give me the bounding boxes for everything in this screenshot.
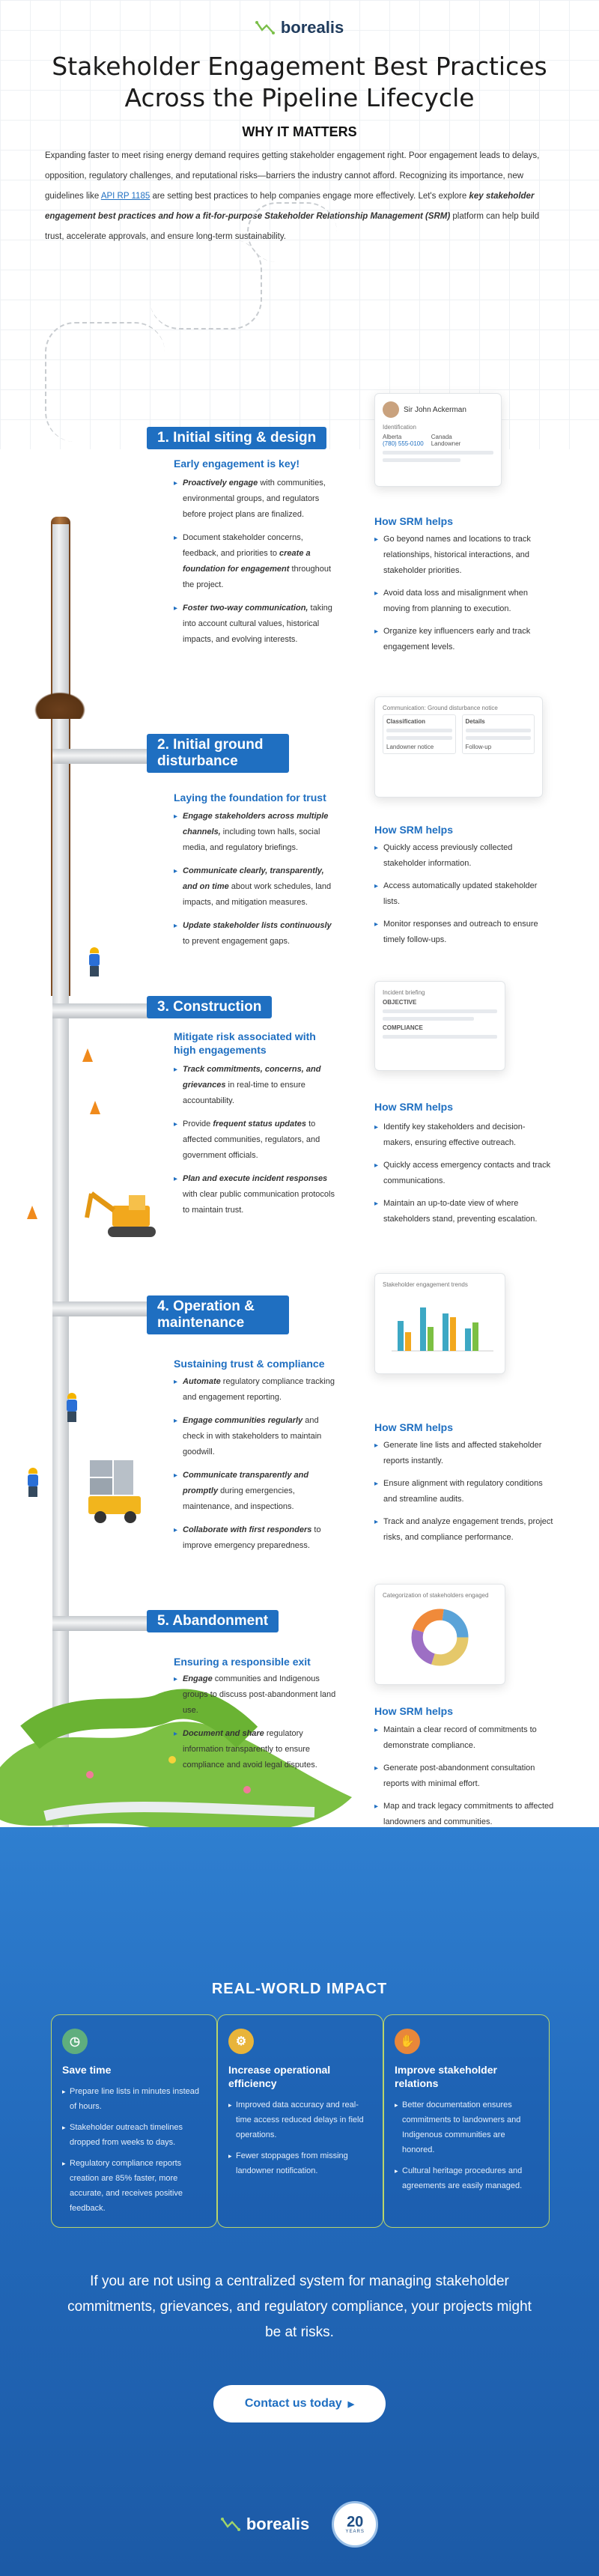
list-item: ▸ Cultural heritage procedures and agreements are easily managed. [395,2163,538,2193]
anniversary-badge [332,2501,378,2548]
impact-card-title: Save time [62,2064,112,2076]
contact-us-button[interactable] [213,2385,386,2422]
srm-help-1 [374,532,554,662]
srm-help-5 [374,1722,554,1837]
card-field-label: OBJECTIVE [383,999,417,1006]
list-item: ▸ Access automatically updated stakeholder lists. [374,878,554,910]
forklift-icon [82,1453,157,1528]
impact-card-efficiency [217,2014,383,2228]
list-item: ▸ Quickly access previously collected stakeholder information. [374,840,554,872]
donut-chart-thumbnail [404,1602,475,1673]
list-item: ▸ Maintain an up-to-date view of where stakeholders stand, preventing escalation. [374,1196,554,1227]
traffic-cone-icon [82,1048,93,1062]
impact-section [0,1827,599,2576]
footer [0,2501,599,2548]
srm-help-2 [374,840,554,955]
excavator-icon [82,1183,172,1243]
list-item: ▸ Better documentation ensures commitments to landowners and Indigenous communities are honored. [395,2097,538,2157]
badge-text: YEARS [345,2530,365,2534]
list-item: ▸ Document and share regulatory information transparently to ensure compliance and avoid legal disputes. [174,1726,338,1773]
incident-briefing-card[interactable] [374,981,505,1071]
list-item: ▸ Fewer stoppages from missing landowner notification. [228,2148,372,2178]
worker-icon [27,1468,39,1498]
field-value: (780) 555-0100 [383,440,424,447]
field-value: Landowner notice [386,744,434,750]
list-item: ▸ Avoid data loss and misalignment when moving from planning to execution. [374,586,554,617]
list-item: ▸ Engage communities regularly and check in with stakeholders to maintain goodwill. [174,1413,338,1460]
communication-record-card[interactable] [374,696,543,798]
impact-card-title: Increase operational efficiency [228,2064,331,2089]
intro-bold: key stakeholder engagement best practices and how a fit-for-purpose Stakeholder Relationship Management (SRM) [45,192,535,221]
handshake-icon: ✋ [395,2029,420,2054]
api-rp-link[interactable]: API RP 1185 [100,192,150,201]
section-bullets-5 [174,1671,338,1781]
card-title: Stakeholder engagement trends [383,1281,468,1288]
pipeline-branch-3 [52,1301,150,1316]
pipeline-branch-4 [52,1616,150,1631]
srm-help-head-5: How SRM helps [374,1705,454,1717]
list-item: ▸ Generate post-abandonment consultation reports with minimal effort. [374,1761,554,1792]
srm-help-4 [374,1438,554,1552]
list-item: ▸ Map and track legacy commitments to affected landowners and communities. [374,1799,554,1830]
intro-text-2: are setting best practices to help companies engage more effectively. Let's explore [150,192,469,201]
field-value: Canada [431,434,452,440]
card-title: Categorization of stakeholders engaged [383,1592,489,1599]
brand-logo[interactable] [0,0,599,37]
srm-help-head-2: How SRM helps [374,824,454,836]
list-item: ▸ Engage communities and Indigenous groups to discuss post-abandonment land use. [174,1671,338,1719]
srm-help-head-1: How SRM helps [374,515,454,527]
header-region [0,0,599,449]
traffic-cone-icon [90,1101,100,1114]
impact-card-save-time [51,2014,217,2228]
list-item: ▸ Communicate transparently and promptly during emergencies, maintenance, and inspections. [174,1468,338,1515]
card-subtitle: Identification [383,424,416,431]
list-item: ▸ Foster two-way communication, taking into account cultural values, historical impacts, and evolving interests. [174,601,338,648]
list-item: ▸ Update stakeholder lists continuously to prevent engagement gaps. [174,918,338,950]
play-arrow-icon: ▶ [347,2399,355,2409]
closing-statement: If you are not using a centralized system for managing stakeholder commitments, grievances, and regulatory compliance, your projects might be at risks. [67,2273,532,2340]
list-item: ▸ Track and analyze engagement trends, project risks, and compliance performance. [374,1514,554,1546]
section-label-4: 4. Operation & maintenance [147,1295,289,1334]
list-item: ▸ Generate line lists and affected stakeholder reports instantly. [374,1438,554,1469]
card-column-title: Details [465,718,485,725]
list-item: ▸ Stakeholder outreach timelines dropped from weeks to days. [62,2120,206,2150]
section-bullets-2 [174,809,338,957]
card-column-title: Classification [386,718,426,725]
card-title: Communication: Ground disturbance notice [383,705,498,711]
brand-name: borealis [246,2515,310,2533]
section-head-3: Mitigate risk associated with high engagements [174,1030,316,1056]
impact-card-relations [383,2014,550,2228]
section-label-5: 5. Abandonment [147,1610,279,1632]
section-bullets-4 [174,1374,338,1561]
pipeline-branch-1 [52,749,150,764]
traffic-cone-icon [27,1206,37,1219]
field-value: Follow-up [465,744,492,750]
section-head-1: Early engagement is key! [174,458,300,470]
brand-name: borealis [280,18,344,37]
srm-help-3 [374,1120,554,1234]
card-title: Incident briefing [383,989,425,996]
borealis-logo-icon [221,2516,240,2533]
list-item: ▸ Automate regulatory compliance tracking and engagement reporting. [174,1374,338,1406]
section-head-2: Laying the foundation for trust [174,792,326,804]
list-item: ▸ Maintain a clear record of commitments to demonstrate compliance. [374,1722,554,1754]
list-item: ▸ Go beyond names and locations to track relationships, historical interactions, and stakeholder priorities. [374,532,554,579]
list-item: ▸ Engage stakeholders across multiple channels, including town halls, social media, and regulatory briefings. [174,809,338,856]
pipeline-branch-2 [52,1003,150,1018]
field-value: Landowner [431,440,461,447]
footer-logo[interactable] [221,2515,309,2534]
bar-chart-thumbnail [383,1291,495,1358]
page-title: Stakeholder Engagement Best Practices Across the Pipeline Lifecycle [52,52,547,112]
badge-number: 20 [347,2514,364,2530]
planned-route-path-3 [247,202,337,262]
dirt-mound-icon [30,689,90,719]
planned-route-path-2 [150,240,262,329]
list-item: ▸ Track commitments, concerns, and grievances in real-time to ensure accountability. [174,1062,338,1109]
gear-icon: ⚙ [228,2029,254,2054]
list-item: ▸ Regulatory compliance reports creation are 85% faster, more accurate, and receives positive feedback. [62,2156,206,2216]
list-item: ▸ Communicate clearly, transparently, and on time about work schedules, land impacts, and mitigation measures. [174,863,338,911]
list-item: ▸ Provide frequent status updates to affected communities, regulators, and government officials. [174,1117,338,1164]
list-item: ▸ Ensure alignment with regulatory conditions and streamline audits. [374,1476,554,1507]
section-label-2: 2. Initial ground disturbance [147,734,289,773]
engagement-trend-chart-card[interactable] [374,1273,505,1374]
srm-help-head-4: How SRM helps [374,1421,454,1433]
stakeholder-profile-card[interactable] [374,393,502,487]
list-item: ▸ Monitor responses and outreach to ensure timely follow-ups. [374,917,554,948]
section-head-4: Sustaining trust & compliance [174,1358,325,1370]
impact-card-title: Improve stakeholder relations [395,2064,497,2089]
card-field-label: COMPLIANCE [383,1024,423,1031]
list-item: ▸ Collaborate with first responders to improve emergency preparedness. [174,1522,338,1554]
section-label-1: 1. Initial siting & design [147,427,326,449]
list-item: ▸ Document stakeholder concerns, feedback, and priorities to create a foundation for engagement throughout the project. [174,530,338,593]
list-item: ▸ Identify key stakeholders and decision-makers, ensuring effective outreach. [374,1120,554,1151]
avatar [383,401,399,418]
intro-text-1: Expanding faster to meet rising energy demand requires getting stakeholder engagement right. Poor engagement leads to delays, opposition, regulatory challenges, and reputational risks—barriers the industry cannot afford. Recognizing its importance, new guidelines like [45,151,540,201]
section-bullets-1 [174,476,338,655]
impact-heading: REAL-WORLD IMPACT [211,1981,388,1997]
srm-help-head-3: How SRM helps [374,1101,454,1113]
section-bullets-3 [174,1062,338,1226]
planned-route-path [45,322,165,442]
worker-icon [66,1393,78,1423]
list-item: ▸ Organize key influencers early and track engagement levels. [374,624,554,655]
clock-icon: ◷ [62,2029,88,2054]
intro-text-3: platform can help build trust, accelerate approvals, and ensure long-term sustainability. [45,212,540,241]
why-heading: WHY IT MATTERS [242,124,357,139]
list-item: ▸ Improved data accuracy and real-time access reduced delays in field operations. [228,2097,372,2142]
worker-icon [88,947,100,977]
section-label-3: 3. Construction [147,996,272,1018]
list-item: ▸ Plan and execute incident responses with clear public communication protocols to maintain trust. [174,1171,338,1218]
section-head-5: Ensuring a responsible exit [174,1656,311,1668]
list-item: ▸ Prepare line lists in minutes instead of hours. [62,2084,206,2114]
stakeholder-category-card[interactable] [374,1584,505,1685]
contact-us-label: Contact us today [244,2397,342,2410]
borealis-logo-icon [255,19,275,36]
list-item: ▸ Quickly access emergency contacts and track communications. [374,1158,554,1189]
list-item: ▸ Proactively engage with communities, environmental groups, and regulators before project plans are finalized. [174,476,338,523]
stakeholder-name: Sir John Ackerman [404,405,466,414]
field-value: Alberta [383,434,402,440]
